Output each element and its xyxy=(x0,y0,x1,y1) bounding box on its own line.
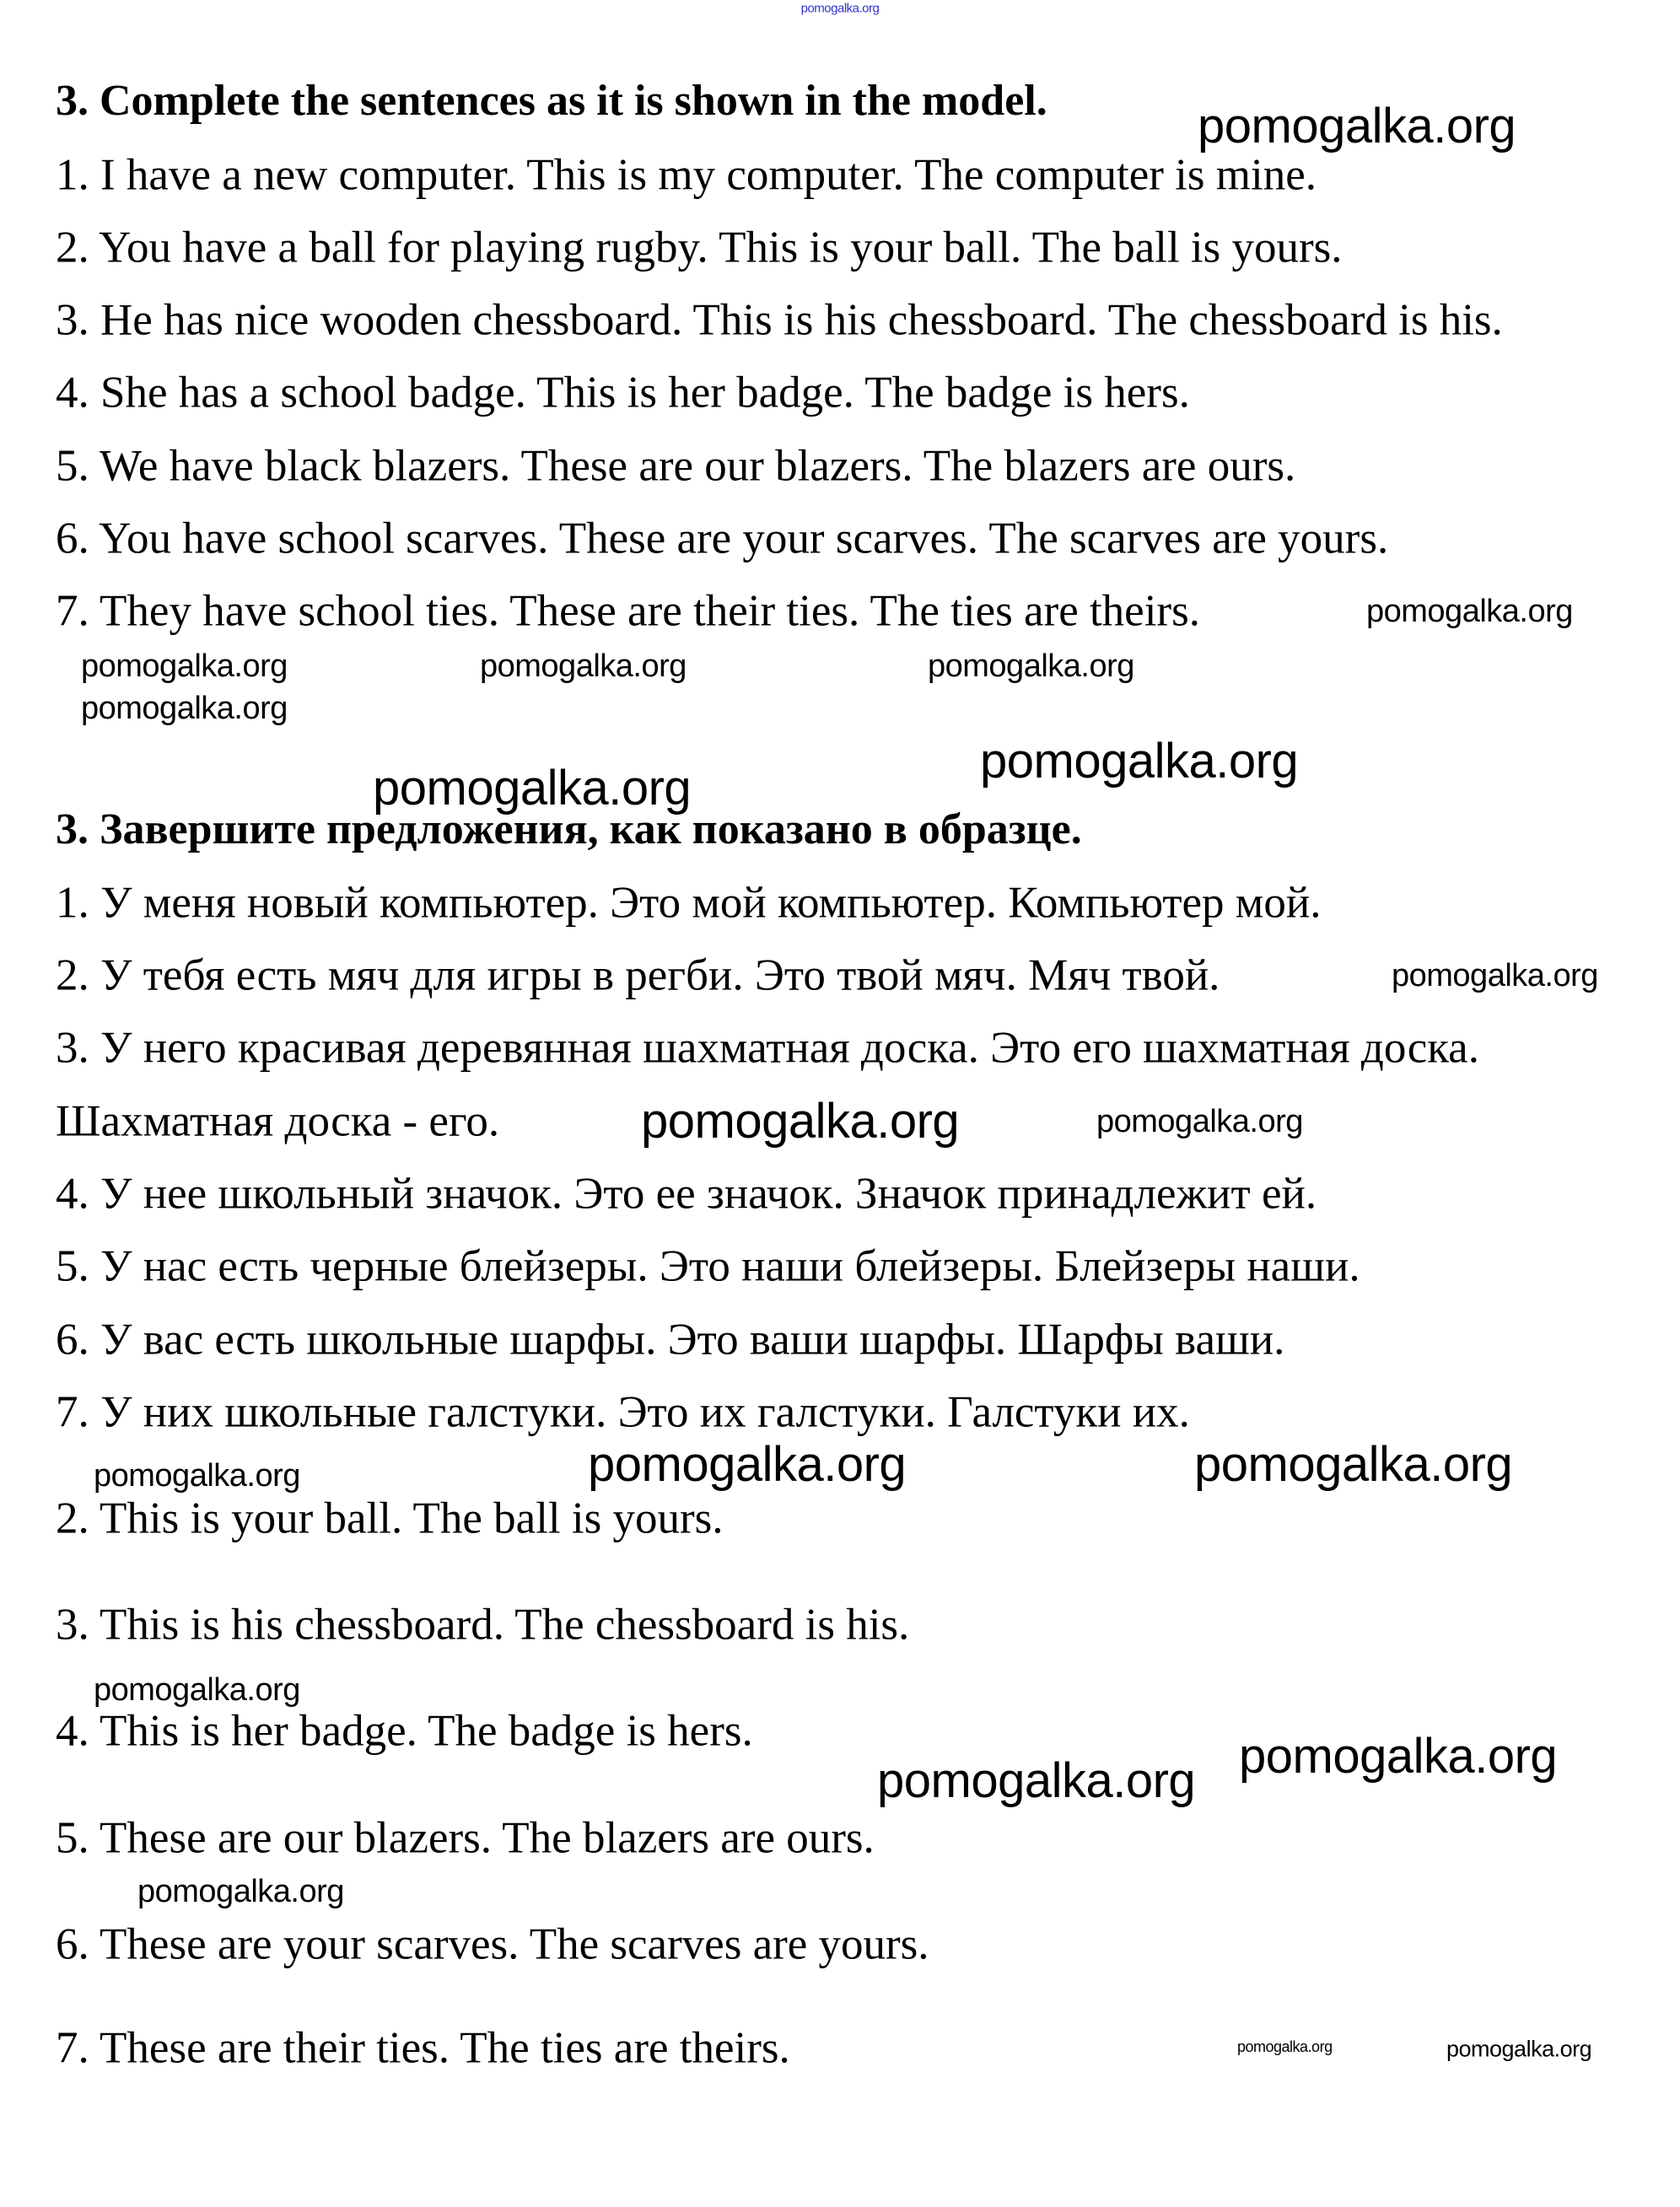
english-heading: 3. Complete the sentences as it is shown in the model. xyxy=(56,77,1047,125)
russian-line: 5. У нас есть черные блейзеры. Это наши блейзеры. Блейзеры наши. xyxy=(56,1241,1360,1291)
watermark: pomogalka.org xyxy=(877,1753,1196,1808)
answer-line: 3. This is his chessboard. The chessboard is his. xyxy=(56,1600,910,1650)
russian-line: 6. У вас есть школьные шарфы. Это ваши шарфы. Шарфы ваши. xyxy=(56,1315,1285,1365)
answer-line: 2. This is your ball. The ball is yours. xyxy=(56,1494,724,1543)
watermark: pomogalka.org xyxy=(1237,2038,1333,2055)
watermark: pomogalka.org xyxy=(1392,958,1598,993)
russian-line: 2. У тебя есть мяч для игры в регби. Это твой мяч. Мяч твой. xyxy=(56,950,1220,1000)
watermark: pomogalka.org xyxy=(980,734,1299,789)
english-line: 6. You have school scarves. These are your scarves. The scarves are yours. xyxy=(56,514,1389,563)
watermark: pomogalka.org xyxy=(641,1094,960,1149)
watermark: pomogalka.org xyxy=(94,1672,300,1708)
watermark: pomogalka.org xyxy=(1366,594,1573,629)
answer-line: 4. This is her badge. The badge is hers. xyxy=(56,1706,753,1756)
english-line: 5. We have black blazers. These are our blazers. The blazers are ours. xyxy=(56,441,1296,491)
watermark: pomogalka.org xyxy=(137,1874,344,1909)
watermark: pomogalka.org xyxy=(94,1458,300,1494)
russian-line: Шахматная доска - его. xyxy=(56,1096,500,1146)
watermark: pomogalka.org xyxy=(1194,1437,1513,1492)
header-watermark[interactable]: pomogalka.org xyxy=(800,1,880,16)
russian-line: 4. У нее школьный значок. Это ее значок. Значок принадлежит ей. xyxy=(56,1169,1317,1219)
watermark: pomogalka.org xyxy=(588,1437,907,1492)
english-line: 2. You have a ball for playing rugby. This is your ball. The ball is yours. xyxy=(56,223,1343,272)
russian-line: 3. У него красивая деревянная шахматная доска. Это его шахматная доска. xyxy=(56,1023,1479,1073)
watermark: pomogalka.org xyxy=(1096,1104,1303,1139)
english-line: 1. I have a new computer. This is my computer. The computer is mine. xyxy=(56,150,1317,200)
russian-line: 7. У них школьные галстуки. Это их галстуки. Галстуки их. xyxy=(56,1387,1190,1437)
answer-line: 7. These are their ties. The ties are theirs. xyxy=(56,2023,790,2073)
russian-line: 1. У меня новый компьютер. Это мой компьютер. Компьютер мой. xyxy=(56,878,1322,928)
watermark: pomogalka.org xyxy=(81,649,288,684)
english-line: 7. They have school ties. These are their ties. The ties are theirs. xyxy=(56,586,1200,636)
watermark: pomogalka.org xyxy=(1198,99,1516,153)
watermark: pomogalka.org xyxy=(81,691,288,726)
watermark: pomogalka.org xyxy=(1239,1729,1558,1784)
watermark: pomogalka.org xyxy=(373,761,692,816)
answer-line: 5. These are our blazers. The blazers are ours. xyxy=(56,1813,875,1863)
watermark: pomogalka.org xyxy=(480,649,687,684)
russian-heading: 3. Завершите предложения, как показано в образце. xyxy=(56,805,1082,853)
watermark: pomogalka.org xyxy=(928,649,1134,684)
answer-line: 6. These are your scarves. The scarves are yours. xyxy=(56,1919,929,1969)
watermark: pomogalka.org xyxy=(1446,2036,1592,2062)
english-line: 3. He has nice wooden chessboard. This is his chessboard. The chessboard is his. xyxy=(56,295,1503,345)
english-line: 4. She has a school badge. This is her badge. The badge is hers. xyxy=(56,368,1190,417)
